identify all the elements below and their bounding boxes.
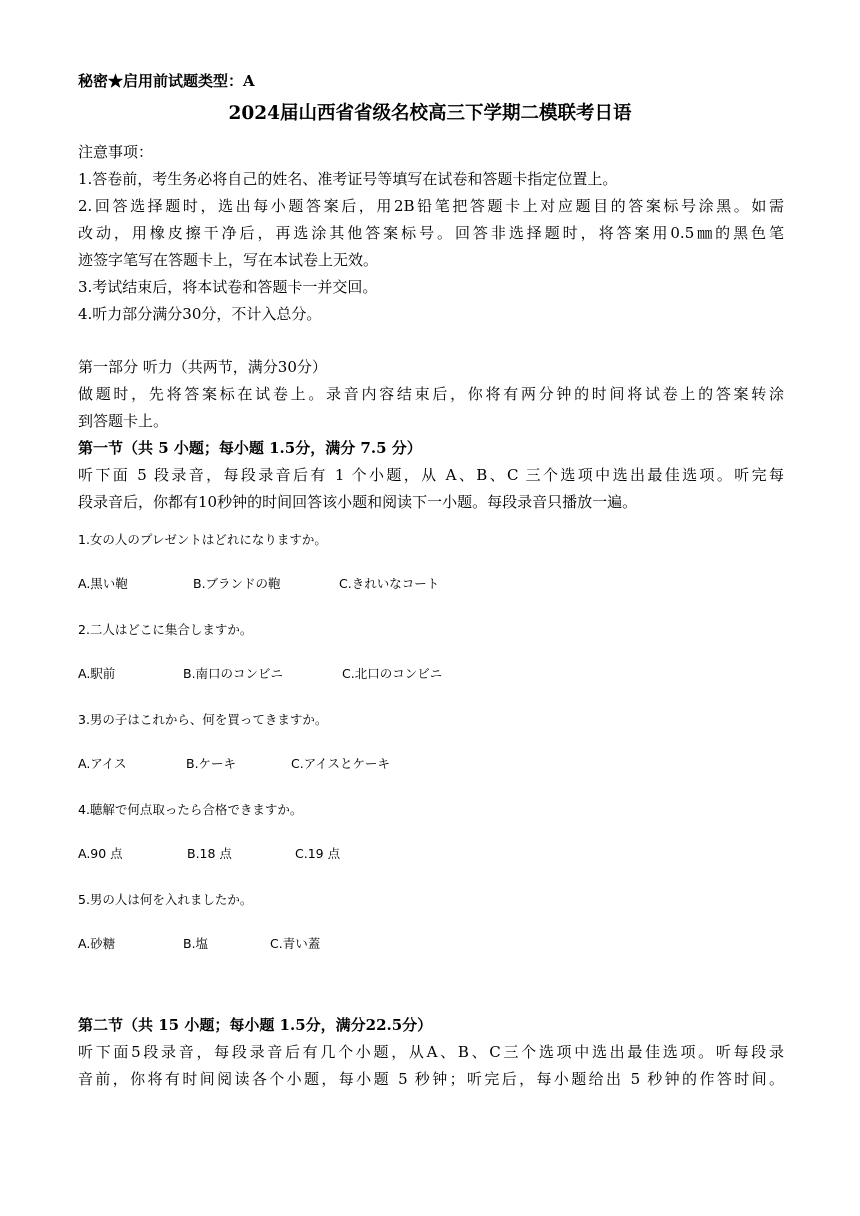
option-a: A.90 点 <box>78 846 123 861</box>
option-b: B.ケーキ <box>186 756 237 771</box>
option-c: C.19 点 <box>295 846 341 861</box>
question-text: 1.女の人のプレゼントはどれになりますか。 <box>78 532 327 547</box>
notes-heading: 注意事项： <box>78 143 154 161</box>
note-item: 改动，用橡皮擦干净后，再选涂其他答案标号。回答非选择题时，将答案用0.5㎜的黑色笔 <box>78 224 784 242</box>
part1-instruction: 做题时，先将答案标在试卷上。录音内容结束后，你将有两分钟的时间将试卷上的答案转涂 <box>78 385 784 403</box>
option-b: B.ブランドの鞄 <box>193 576 281 591</box>
section1-instruction: 段录音后，你都有10秒钟的时间回答该小题和阅读下一小题。每段录音只播放一遍。 <box>78 493 638 511</box>
section2-instruction: 音前，你将有时间阅读各个小题，每小题 5 秒钟；听完后，每小题给出 5 秒钟的作答时间。 <box>78 1070 784 1088</box>
option-b: B.18 点 <box>187 846 232 861</box>
question-text: 2.二人はどこに集合しますか。 <box>78 622 253 637</box>
option-a: A.駅前 <box>78 666 116 681</box>
note-item: 迹签字笔写在答题卡上，写在本试卷上无效。 <box>78 251 379 269</box>
option-a: A.黒い鞄 <box>78 576 128 591</box>
option-a: A.アイス <box>78 756 127 771</box>
secret-label: 秘密★启用前试题类型：A <box>78 72 255 90</box>
note-item: 4.听力部分满分30分，不计入总分。 <box>78 305 322 323</box>
option-c: C.アイスとケーキ <box>291 756 390 771</box>
question-text: 3.男の子はこれから、何を買ってきますか。 <box>78 712 328 727</box>
note-item: 3.考试结束后，将本试卷和答题卡一并交回。 <box>78 278 378 296</box>
section1-heading: 第一节（共 5 小题；每小题 1.5分，满分 7.5 分） <box>78 439 422 457</box>
option-b: B.塩 <box>183 936 209 951</box>
section2-instruction: 听下面5段录音，每段录音后有几个小题，从A、B、C三个选项中选出最佳选项。听每段录 <box>78 1043 784 1061</box>
question-text: 5.男の人は何を入れましたか。 <box>78 892 253 907</box>
option-b: B.南口のコンビニ <box>183 666 284 681</box>
option-c: C.きれいなコート <box>339 576 440 591</box>
section2-heading: 第二节（共 15 小题；每小题 1.5分，满分22.5分） <box>78 1016 433 1034</box>
part1-heading: 第一部分 听力（共两节，满分30分） <box>78 358 327 376</box>
section1-instruction: 听下面 5 段录音，每段录音后有 1 个小题，从 A、B、C 三个选项中选出最佳选项。听完每 <box>78 466 784 484</box>
question-text: 4.聴解で何点取ったら合格できますか。 <box>78 802 303 817</box>
part1-instruction: 到答题卡上。 <box>78 412 169 430</box>
option-a: A.砂糖 <box>78 936 116 951</box>
option-c: C.青い蓋 <box>270 936 321 951</box>
note-item: 2.回答选择题时，选出每小题答案后，用2B铅笔把答题卡上对应题目的答案标号涂黑。如需 <box>78 197 784 215</box>
option-c: C.北口のコンビニ <box>342 666 443 681</box>
note-item: 1.答卷前，考生务必将自己的姓名、准考证号等填写在试卷和答题卡指定位置上。 <box>78 170 618 188</box>
page-title: 2024届山西省省级名校高三下学期二模联考日语 <box>228 103 632 124</box>
